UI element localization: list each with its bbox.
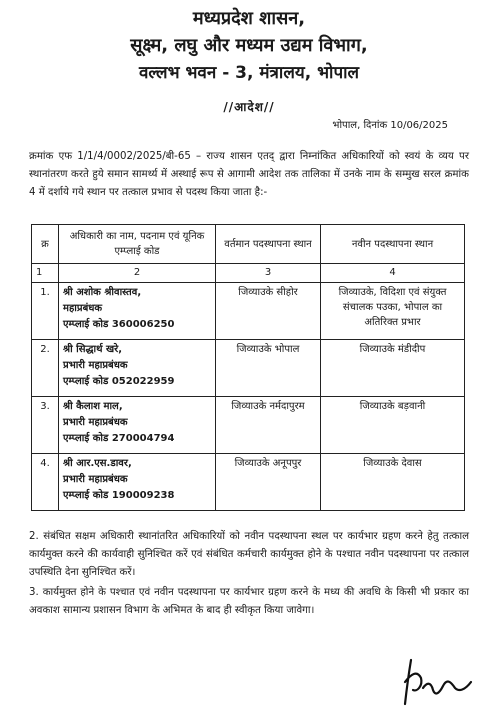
col-num: 1 — [32, 264, 59, 283]
row-sno: 2. — [32, 340, 59, 397]
header-officer: अधिकारी का नाम, पदनाम एवं यूनिक एम्प्लाई कोड — [59, 225, 216, 264]
officer-designation: प्रभारी महाप्रबंधक — [63, 417, 128, 428]
paragraph-3: 3. कार्यमुक्त होने के पश्चात एवं नवीन पदस्थापना पर कार्यभार ग्रहण करने के मध्य की अवधि के किसी भी प्रकार का अवकाश सामान्य प्रशासन विभाग के अभिमत के बाद ही स्वीकृत किया जावेगा। — [29, 587, 469, 616]
table-row — [32, 397, 465, 454]
officer-designation: प्रभारी महाप्रबंधक — [63, 360, 128, 371]
officer-cell — [59, 283, 216, 340]
officer-name: श्री अशोक श्रीवास्तव, — [63, 287, 142, 298]
row-sno: 1. — [32, 283, 59, 340]
header-department-line1: मध्यप्रदेश शासन, — [192, 8, 306, 29]
order-title: //आदेश// — [223, 100, 275, 114]
officer-code: एम्प्लाई कोड 270004794 — [63, 433, 175, 444]
signature — [397, 652, 477, 714]
officer-code: एम्प्लाई कोड 052022959 — [63, 376, 175, 387]
transfer-table — [31, 224, 465, 511]
column-number-row — [32, 264, 465, 283]
table-row — [32, 283, 465, 340]
place-date: भोपाल, दिनांक 10/06/2025 — [332, 120, 448, 131]
current-posting: जिव्याउके अनूपपुर — [216, 454, 321, 511]
officer-cell — [59, 340, 216, 397]
col-num: 3 — [216, 264, 321, 283]
new-posting: जिव्याउके, विदिशा एवं संयुक्त संचालक पउका, भोपाल का अतिरिक्त प्रभार — [321, 283, 465, 340]
officer-name: श्री आर.एस.डावर, — [63, 458, 132, 469]
header-sno: क्र — [32, 225, 59, 264]
header-department-line2: सूक्ष्म, लघु और मध्यम उद्यम विभाग, — [130, 35, 368, 56]
col-num: 4 — [321, 264, 465, 283]
header-address: वल्लभ भवन - 3, मंत्रालय, भोपाल — [138, 63, 360, 83]
col-num: 2 — [59, 264, 216, 283]
current-posting: जिव्याउके भोपाल — [216, 340, 321, 397]
officer-code: एम्प्लाई कोड 360006250 — [63, 319, 175, 330]
table-row — [32, 454, 465, 511]
header-current: वर्तमान पदस्थापना स्थान — [216, 225, 321, 264]
officer-code: एम्प्लाई कोड 190009238 — [63, 490, 175, 501]
officer-name: श्री सिद्धार्थ खरे, — [63, 344, 123, 355]
officer-designation: महाप्रबंधक — [63, 303, 103, 314]
current-posting: जिव्याउके सीहोर — [216, 283, 321, 340]
officer-cell — [59, 397, 216, 454]
new-posting: जिव्याउके बड़वानी — [321, 397, 465, 454]
row-sno: 3. — [32, 397, 59, 454]
officer-cell — [59, 454, 216, 511]
intro-paragraph: क्रमांक एफ 1/1/4/0002/2025/बी-65 – राज्य शासन एतद् द्वारा निम्नांकित अधिकारियों को स्वयं के व्यय पर स्थानांतरण करते हुये समान सामर्थ्य में अस्थाई रूप से आगामी आदेश तक तालिका में उनके नाम के सम्मुख सरल क्रमांक 4 में दर्शाये गये स्थान पर तत्काल प्रभाव से पदस्थ किया जाता है:- — [29, 151, 469, 198]
officer-name: श्री कैलाश माल, — [63, 401, 123, 412]
table-row — [32, 340, 465, 397]
new-posting: जिव्याउके देवास — [321, 454, 465, 511]
current-posting: जिव्याउके नर्मदापुरम — [216, 397, 321, 454]
paragraph-2: 2. संबंधित सक्षम अधिकारी स्थानांतरित अधिकारियों को नवीन पदस्थापना स्थल पर कार्यभार ग्रहण करने हेतु तत्काल कार्यमुक्त करने की कार्यवाही सुनिश्चित करें एवं संबंधित कर्मचारी कार्यमुक्त होने के पश्चात नवीन पदस्थापना पर तत्काल उपस्थिति देना सुनिश्चित करें। — [29, 531, 469, 578]
row-sno: 4. — [32, 454, 59, 511]
officer-designation: प्रभारी महाप्रबंधक — [63, 474, 128, 485]
new-posting: जिव्याउके मंडीदीप — [321, 340, 465, 397]
header-new: नवीन पदस्थापना स्थान — [321, 225, 465, 264]
